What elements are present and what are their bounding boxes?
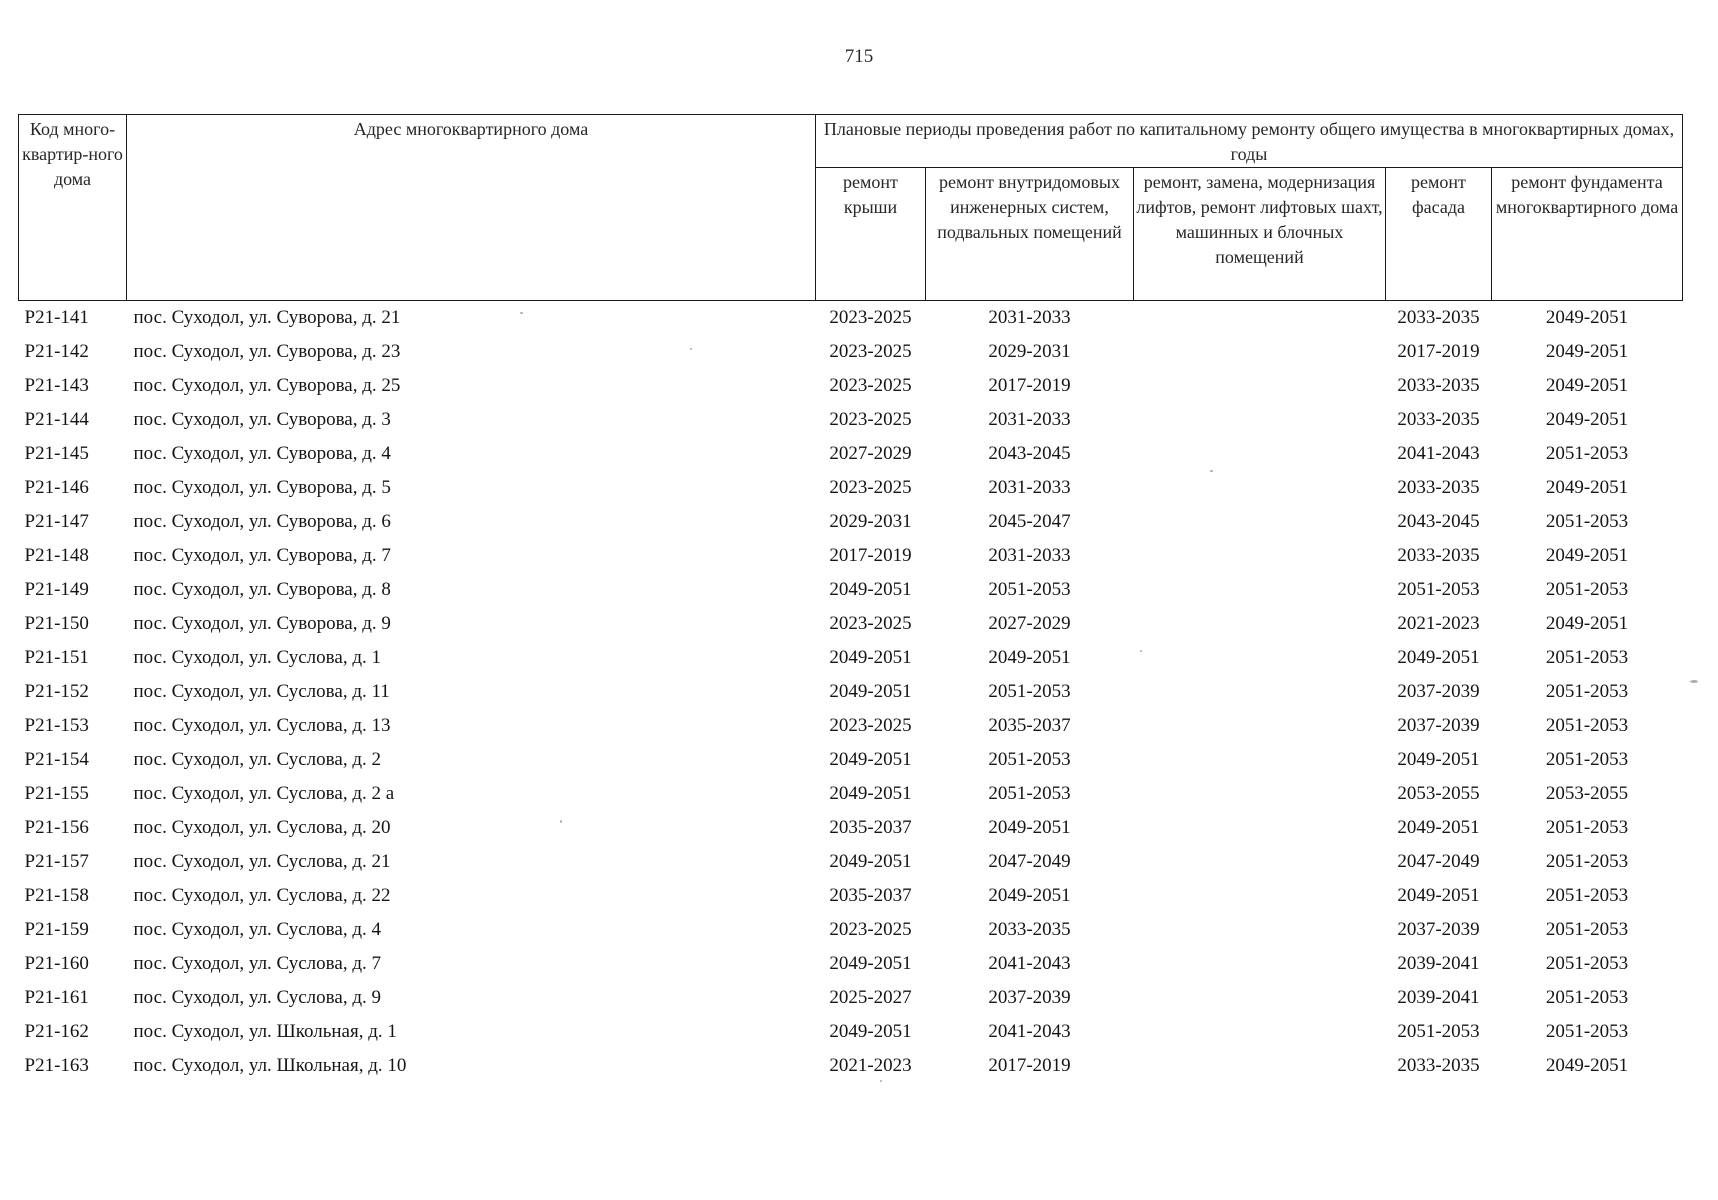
cell-lifts xyxy=(1134,539,1386,573)
cell-systems: 2029-2031 xyxy=(988,341,1071,362)
cell-code: P21-154 xyxy=(24,749,89,770)
cell-address: пос. Суходол, ул. Суслова, д. 7 xyxy=(133,953,381,974)
scan-speck xyxy=(1210,470,1213,472)
scan-speck xyxy=(560,820,562,823)
cell-address: пос. Суходол, ул. Суслова, д. 4 xyxy=(133,919,381,940)
scan-speck xyxy=(1690,680,1698,683)
header-address: Адрес многоквартирного дома xyxy=(127,115,816,301)
cell-lifts xyxy=(1134,1049,1386,1083)
repair-schedule-table xyxy=(18,114,1683,1083)
cell-roof: 2049-2051 xyxy=(829,579,912,600)
cell-lifts xyxy=(1134,1015,1386,1049)
cell-systems: 2041-2043 xyxy=(988,1021,1071,1042)
cell-foundation: 2053-2055 xyxy=(1545,783,1629,804)
cell-facade: 2049-2051 xyxy=(1397,749,1480,770)
cell-roof: 2023-2025 xyxy=(829,613,912,634)
table-row xyxy=(19,301,1683,336)
cell-systems: 2047-2049 xyxy=(988,851,1071,872)
cell-foundation: 2049-2051 xyxy=(1545,477,1629,498)
cell-systems: 2045-2047 xyxy=(988,511,1071,532)
table-row xyxy=(19,709,1683,743)
cell-lifts xyxy=(1134,913,1386,947)
cell-systems: 2031-2033 xyxy=(988,545,1071,566)
cell-address: пос. Суходол, ул. Суслова, д. 21 xyxy=(133,851,391,872)
table-row xyxy=(19,505,1683,539)
cell-foundation: 2051-2053 xyxy=(1545,681,1629,702)
cell-lifts xyxy=(1134,811,1386,845)
cell-systems: 2049-2051 xyxy=(988,885,1071,906)
cell-systems: 2033-2035 xyxy=(988,919,1071,940)
cell-roof: 2035-2037 xyxy=(829,885,912,906)
cell-roof: 2049-2051 xyxy=(829,1021,912,1042)
cell-code: P21-141 xyxy=(24,307,89,328)
cell-lifts xyxy=(1134,675,1386,709)
cell-systems: 2027-2029 xyxy=(988,613,1071,634)
cell-address: пос. Суходол, ул. Суворова, д. 9 xyxy=(133,613,391,634)
cell-foundation: 2049-2051 xyxy=(1545,341,1629,362)
cell-roof: 2023-2025 xyxy=(829,919,912,940)
cell-address: пос. Суходол, ул. Суворова, д. 8 xyxy=(133,579,391,600)
cell-address: пос. Суходол, ул. Школьная, д. 10 xyxy=(133,1055,407,1076)
scan-speck xyxy=(520,312,523,314)
cell-lifts xyxy=(1134,641,1386,675)
cell-facade: 2051-2053 xyxy=(1397,1021,1480,1042)
cell-code: P21-152 xyxy=(24,681,89,702)
cell-lifts xyxy=(1134,471,1386,505)
cell-facade: 2037-2039 xyxy=(1397,681,1480,702)
cell-roof: 2017-2019 xyxy=(829,545,912,566)
table-row xyxy=(19,675,1683,709)
cell-roof: 2023-2025 xyxy=(829,341,912,362)
cell-address: пос. Суходол, ул. Суворова, д. 25 xyxy=(133,375,401,396)
cell-address: пос. Суходол, ул. Суслова, д. 22 xyxy=(133,885,391,906)
table-row xyxy=(19,573,1683,607)
cell-foundation: 2049-2051 xyxy=(1545,375,1629,396)
cell-address: пос. Суходол, ул. Суворова, д. 7 xyxy=(133,545,391,566)
cell-facade: 2033-2035 xyxy=(1397,477,1480,498)
table-row xyxy=(19,641,1683,675)
cell-foundation: 2049-2051 xyxy=(1545,545,1629,566)
cell-foundation: 2051-2053 xyxy=(1545,851,1629,872)
header-lifts: ремонт, замена, модернизация лифтов, ремонт лифтовых шахт, машинных и блочных помещений xyxy=(1134,168,1386,301)
table-row xyxy=(19,437,1683,471)
cell-facade: 2017-2019 xyxy=(1397,341,1480,362)
cell-address: пос. Суходол, ул. Суслова, д. 20 xyxy=(133,817,391,838)
cell-code: P21-142 xyxy=(24,341,89,362)
table-row xyxy=(19,811,1683,845)
cell-facade: 2039-2041 xyxy=(1397,987,1480,1008)
cell-lifts xyxy=(1134,403,1386,437)
cell-systems: 2035-2037 xyxy=(988,715,1071,736)
cell-code: P21-163 xyxy=(24,1055,89,1076)
cell-address: пос. Суходол, ул. Суслова, д. 1 xyxy=(133,647,381,668)
table-body xyxy=(19,301,1683,1084)
cell-facade: 2033-2035 xyxy=(1397,375,1480,396)
table-row xyxy=(19,743,1683,777)
cell-lifts xyxy=(1134,437,1386,471)
cell-code: P21-148 xyxy=(24,545,89,566)
cell-facade: 2033-2035 xyxy=(1397,545,1480,566)
cell-roof: 2035-2037 xyxy=(829,817,912,838)
cell-systems: 2041-2043 xyxy=(988,953,1071,974)
header-code: Код много-квартир-ного дома xyxy=(19,115,127,301)
table-row xyxy=(19,1049,1683,1083)
cell-address: пос. Суходол, ул. Суслова, д. 2 xyxy=(133,749,381,770)
cell-facade: 2033-2035 xyxy=(1397,409,1480,430)
cell-roof: 2025-2027 xyxy=(829,987,912,1008)
cell-systems: 2051-2053 xyxy=(988,681,1071,702)
cell-systems: 2031-2033 xyxy=(988,409,1071,430)
cell-foundation: 2051-2053 xyxy=(1545,715,1629,736)
cell-lifts xyxy=(1134,777,1386,811)
cell-systems: 2017-2019 xyxy=(988,375,1071,396)
cell-address: пос. Суходол, ул. Суворова, д. 6 xyxy=(133,511,391,532)
cell-lifts xyxy=(1134,301,1386,336)
page-number: 715 xyxy=(844,46,874,67)
cell-facade: 2049-2051 xyxy=(1397,647,1480,668)
table-row xyxy=(19,913,1683,947)
cell-code: P21-158 xyxy=(24,885,89,906)
header-systems: ремонт внутридомовых инженерных систем, подвальных помещений xyxy=(926,168,1134,301)
table-row xyxy=(19,369,1683,403)
cell-systems: 2049-2051 xyxy=(988,647,1071,668)
cell-code: P21-160 xyxy=(24,953,89,974)
cell-code: P21-156 xyxy=(24,817,89,838)
cell-roof: 2023-2025 xyxy=(829,715,912,736)
cell-systems: 2051-2053 xyxy=(988,579,1071,600)
cell-roof: 2027-2029 xyxy=(829,443,912,464)
cell-facade: 2047-2049 xyxy=(1397,851,1480,872)
cell-address: пос. Суходол, ул. Суслова, д. 9 xyxy=(133,987,381,1008)
cell-facade: 2033-2035 xyxy=(1397,307,1480,328)
cell-lifts xyxy=(1134,709,1386,743)
cell-facade: 2049-2051 xyxy=(1397,817,1480,838)
cell-lifts xyxy=(1134,369,1386,403)
cell-code: P21-150 xyxy=(24,613,89,634)
cell-lifts xyxy=(1134,845,1386,879)
header-foundation: ремонт фундамента многоквартирного дома xyxy=(1492,168,1683,301)
cell-foundation: 2051-2053 xyxy=(1545,749,1629,770)
cell-lifts xyxy=(1134,879,1386,913)
cell-address: пос. Суходол, ул. Суворова, д. 21 xyxy=(133,307,401,328)
cell-foundation: 2051-2053 xyxy=(1545,647,1629,668)
cell-address: пос. Суходол, ул. Суслова, д. 11 xyxy=(133,681,390,702)
cell-lifts xyxy=(1134,743,1386,777)
cell-facade: 2037-2039 xyxy=(1397,715,1480,736)
cell-roof: 2023-2025 xyxy=(829,409,912,430)
table-row xyxy=(19,403,1683,437)
cell-foundation: 2051-2053 xyxy=(1545,987,1629,1008)
cell-foundation: 2049-2051 xyxy=(1545,409,1629,430)
cell-foundation: 2051-2053 xyxy=(1545,919,1629,940)
cell-code: P21-153 xyxy=(24,715,89,736)
cell-roof: 2023-2025 xyxy=(829,477,912,498)
cell-code: P21-146 xyxy=(24,477,89,498)
cell-foundation: 2051-2053 xyxy=(1545,579,1629,600)
cell-facade: 2039-2041 xyxy=(1397,953,1480,974)
cell-address: пос. Суходол, ул. Суворова, д. 23 xyxy=(133,341,401,362)
table-row xyxy=(19,471,1683,505)
cell-code: P21-159 xyxy=(24,919,89,940)
header-facade: ремонт фасада xyxy=(1386,168,1492,301)
table-row xyxy=(19,981,1683,1015)
cell-facade: 2033-2035 xyxy=(1397,1055,1480,1076)
cell-systems: 2051-2053 xyxy=(988,783,1071,804)
cell-systems: 2043-2045 xyxy=(988,443,1071,464)
cell-facade: 2037-2039 xyxy=(1397,919,1480,940)
cell-roof: 2049-2051 xyxy=(829,783,912,804)
cell-roof: 2049-2051 xyxy=(829,681,912,702)
cell-foundation: 2051-2053 xyxy=(1545,443,1629,464)
table-row xyxy=(19,1015,1683,1049)
table-row xyxy=(19,539,1683,573)
cell-lifts xyxy=(1134,947,1386,981)
header-periods-group: Плановые периоды проведения работ по капитальному ремонту общего имущества в многоквартирных домах, годы xyxy=(816,115,1683,168)
cell-code: P21-157 xyxy=(24,851,89,872)
cell-foundation: 2049-2051 xyxy=(1545,1055,1629,1076)
cell-roof: 2021-2023 xyxy=(829,1055,912,1076)
cell-foundation: 2049-2051 xyxy=(1545,307,1629,328)
cell-code: P21-145 xyxy=(24,443,89,464)
cell-address: пос. Суходол, ул. Школьная, д. 1 xyxy=(133,1021,397,1042)
cell-lifts xyxy=(1134,335,1386,369)
cell-foundation: 2051-2053 xyxy=(1545,1021,1629,1042)
cell-code: P21-161 xyxy=(24,987,89,1008)
cell-address: пос. Суходол, ул. Суворова, д. 4 xyxy=(133,443,391,464)
cell-facade: 2049-2051 xyxy=(1397,885,1480,906)
cell-systems: 2031-2033 xyxy=(988,477,1071,498)
cell-code: P21-143 xyxy=(24,375,89,396)
table-row xyxy=(19,947,1683,981)
scan-speck xyxy=(1140,650,1142,652)
cell-systems: 2051-2053 xyxy=(988,749,1071,770)
cell-facade: 2041-2043 xyxy=(1397,443,1480,464)
table-row xyxy=(19,879,1683,913)
cell-foundation: 2051-2053 xyxy=(1545,953,1629,974)
cell-systems: 2049-2051 xyxy=(988,817,1071,838)
cell-facade: 2053-2055 xyxy=(1397,783,1480,804)
table-row xyxy=(19,845,1683,879)
cell-code: P21-144 xyxy=(24,409,89,430)
cell-systems: 2037-2039 xyxy=(988,987,1071,1008)
cell-code: P21-155 xyxy=(24,783,89,804)
cell-address: пос. Суходол, ул. Суслова, д. 13 xyxy=(133,715,391,736)
cell-lifts xyxy=(1134,505,1386,539)
repair-schedule-table-wrapper xyxy=(18,114,1682,1083)
cell-address: пос. Суходол, ул. Суворова, д. 5 xyxy=(133,477,391,498)
cell-lifts xyxy=(1134,607,1386,641)
cell-roof: 2049-2051 xyxy=(829,749,912,770)
cell-roof: 2023-2025 xyxy=(829,375,912,396)
cell-foundation: 2049-2051 xyxy=(1545,613,1629,634)
cell-facade: 2043-2045 xyxy=(1397,511,1480,532)
cell-systems: 2017-2019 xyxy=(988,1055,1071,1076)
cell-lifts xyxy=(1134,981,1386,1015)
cell-roof: 2023-2025 xyxy=(829,307,912,328)
header-roof: ремонт крыши xyxy=(816,168,926,301)
cell-foundation: 2051-2053 xyxy=(1545,885,1629,906)
table-row xyxy=(19,777,1683,811)
cell-code: P21-162 xyxy=(24,1021,89,1042)
cell-roof: 2029-2031 xyxy=(829,511,912,532)
cell-roof: 2049-2051 xyxy=(829,851,912,872)
cell-roof: 2049-2051 xyxy=(829,647,912,668)
cell-address: пос. Суходол, ул. Суворова, д. 3 xyxy=(133,409,391,430)
cell-code: P21-147 xyxy=(24,511,89,532)
cell-code: P21-149 xyxy=(24,579,89,600)
scan-speck xyxy=(690,348,692,350)
cell-facade: 2021-2023 xyxy=(1397,613,1480,634)
cell-facade: 2051-2053 xyxy=(1397,579,1480,600)
cell-foundation: 2051-2053 xyxy=(1545,511,1629,532)
table-row xyxy=(19,335,1683,369)
cell-foundation: 2051-2053 xyxy=(1545,817,1629,838)
scan-speck xyxy=(880,1080,882,1082)
cell-address: пос. Суходол, ул. Суслова, д. 2 а xyxy=(133,783,395,804)
cell-lifts xyxy=(1134,573,1386,607)
table-header xyxy=(19,115,1683,301)
cell-roof: 2049-2051 xyxy=(829,953,912,974)
cell-systems: 2031-2033 xyxy=(988,307,1071,328)
cell-code: P21-151 xyxy=(24,647,89,668)
table-row xyxy=(19,607,1683,641)
